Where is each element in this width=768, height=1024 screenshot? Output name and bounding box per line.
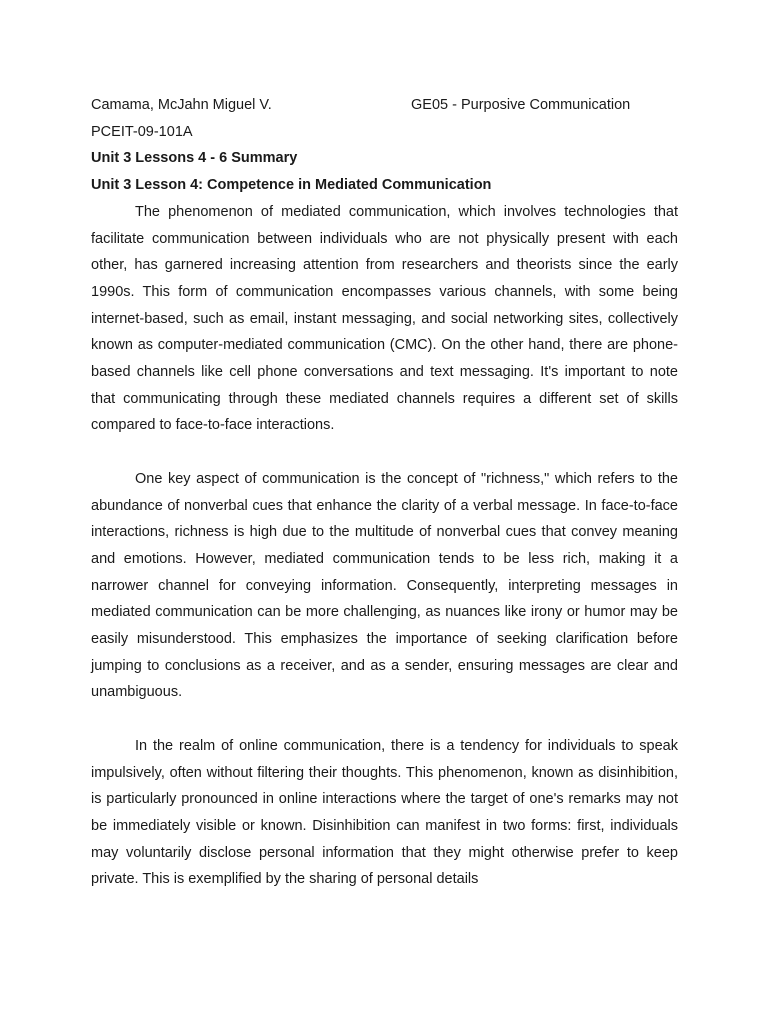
lesson-heading: Unit 3 Lesson 4: Competence in Mediated Communication (91, 177, 492, 194)
document-title: Unit 3 Lessons 4 - 6 Summary (91, 150, 298, 167)
paragraph-spacer (91, 706, 678, 733)
document-body (91, 92, 678, 893)
paragraph-3: In the realm of online communication, there is a tendency for individuals to speak impulsively, often without filtering their thoughts. This phenomenon, known as disinhibition, is particularly pronounced in online interactions where the target of one's remarks may not be immediately visible or known. Disinhibition can manifest in two forms: first, individuals may voluntarily disclose personal information that they might otherwise prefer to keep private. This is exemplified by the sharing of personal details (91, 737, 678, 888)
section-code: PCEIT-09-101A (91, 123, 193, 140)
paragraph-spacer (91, 439, 678, 466)
author-name: Camama, McJahn Miguel V. (91, 97, 272, 113)
header-row (91, 92, 678, 119)
paragraph-2: One key aspect of communication is the concept of "richness," which refers to the abundance of nonverbal cues that enhance the clarity of a verbal message. In face-to-face interactions, richness is high due to the multitude of nonverbal cues that convey meaning and emotions. However, mediated communication tends to be less rich, making it a narrower channel for conveying information. Consequently, interpreting messages in mediated communication can be more challenging, as nuances like irony or humor may be easily misunderstood. This emphasizes the importance of seeking clarification before jumping to conclusions as a receiver, and as a sender, ensuring messages are clear and unambiguous. (91, 470, 678, 701)
paragraph-1: The phenomenon of mediated communication, which involves technologies that facilitate communication between individuals who are not physically present with each other, has garnered increasing attention from researchers and theorists since the early 1990s. This form of communication encompasses various channels, with some being internet-based, such as email, instant messaging, and social networking sites, collectively known as computer-mediated communication (CMC). On the other hand, there are phone-based channels like cell phone conversations and text messaging. It's important to note that communicating through these mediated channels requires a different set of skills compared to face-to-face interactions. (91, 203, 678, 434)
course-title: GE05 - Purposive Communication (411, 97, 631, 113)
